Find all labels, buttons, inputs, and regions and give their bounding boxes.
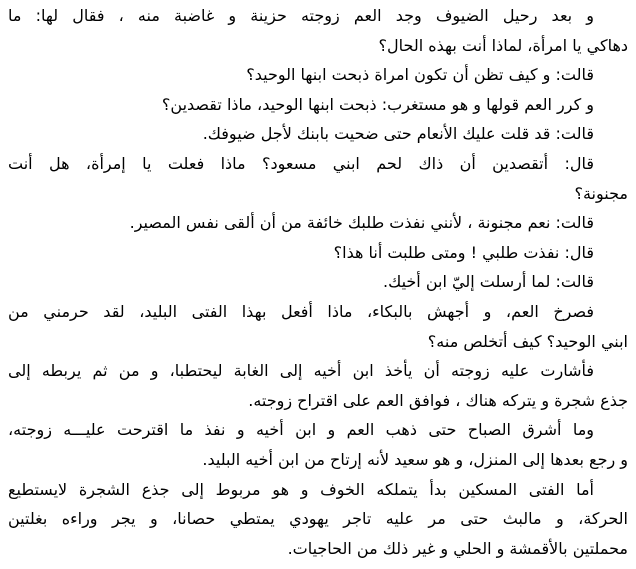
text-line: و رجع بعدها إلى المنزل، و هو سعيد لأنه إرتاح من ابن أخيه البليد.	[202, 449, 628, 469]
text-line: أما الفتى المسكين بدأ يتملكه الخوف و هو مربوط إلى جذع الشجرة لايستطيع	[8, 479, 594, 499]
text-line: ابني الوحيد؟ كيف أتخلص منه؟	[427, 331, 628, 351]
text-line: و كرر العم قولها و هو مستغرب: ذبحت ابنها الوحيد، ماذا تقصدين؟	[161, 94, 594, 114]
paragraph	[8, 60, 628, 90]
paragraph	[8, 119, 628, 149]
text-line: فصرخ العم، و أجهش بالبكاء، ماذا أفعل بهذا الفتى البليد، لقد حرمني من	[8, 301, 594, 321]
paragraph	[8, 208, 628, 238]
text-line: قالت: نعم مجنونة ، لأنني نفذت طلبك خائفة من أن ألقى نفس المصير.	[129, 213, 594, 233]
text-line: مجنونة؟	[574, 183, 628, 203]
text-line: قال: نفذت طلبي ! ومتى طلبت أنا هذا؟	[333, 242, 594, 262]
text-line: قالت: و كيف تظن أن تكون امراة ذبحت ابنها الوحيد؟	[246, 65, 594, 85]
text-line: جذع شجرة و يتركه هناك ، فوافق العم على اقتراح زوجته.	[248, 390, 628, 410]
text-line: فأشارت عليه زوجته أن يأخذ ابن أخيه إلى الغابة ليحتطبا، و من ثم يربطه إلى	[8, 361, 594, 381]
text-line: وما أشرق الصباح حتى ذهب العم و ابن أخيه و نفذ ما اقترحت عليـــه زوجته،	[8, 420, 594, 440]
paragraph	[8, 415, 628, 474]
text-line: دهاكي يا امرأة، لماذا أنت بهذه الحال؟	[378, 35, 628, 55]
paragraph	[8, 149, 628, 208]
text-line: و بعد رحيل الضيوف وجد العم زوجته حزينة و غاضبة منه ، فقال لها: ما	[8, 6, 594, 25]
paragraph	[8, 297, 628, 356]
text-line: قال: أتقصدين أن ذاك لحم ابني مسعود؟ ماذا فعلت يا إمرأة، هل أنت	[8, 153, 594, 173]
text-line: محملتين بالأقمشة و الحلي و غير ذلك من الحاجيات.	[287, 538, 628, 558]
paragraph	[8, 267, 628, 297]
text-line: الحركة، و مالبث حتى مر عليه تاجر يهودي يمتطي حصانا، و يجر وراءه بغلتين	[8, 509, 628, 529]
paragraph	[8, 356, 628, 415]
paragraph	[8, 475, 628, 564]
paragraph	[8, 90, 628, 120]
paragraph	[8, 238, 628, 268]
text-line: قالت: قد قلت عليك الأنعام حتى ضحيت بابنك لأجل ضيوفك.	[202, 124, 594, 144]
text-line: قالت: لما أرسلت إليّ ابن أخيك.	[383, 272, 594, 292]
paragraph	[8, 1, 628, 60]
